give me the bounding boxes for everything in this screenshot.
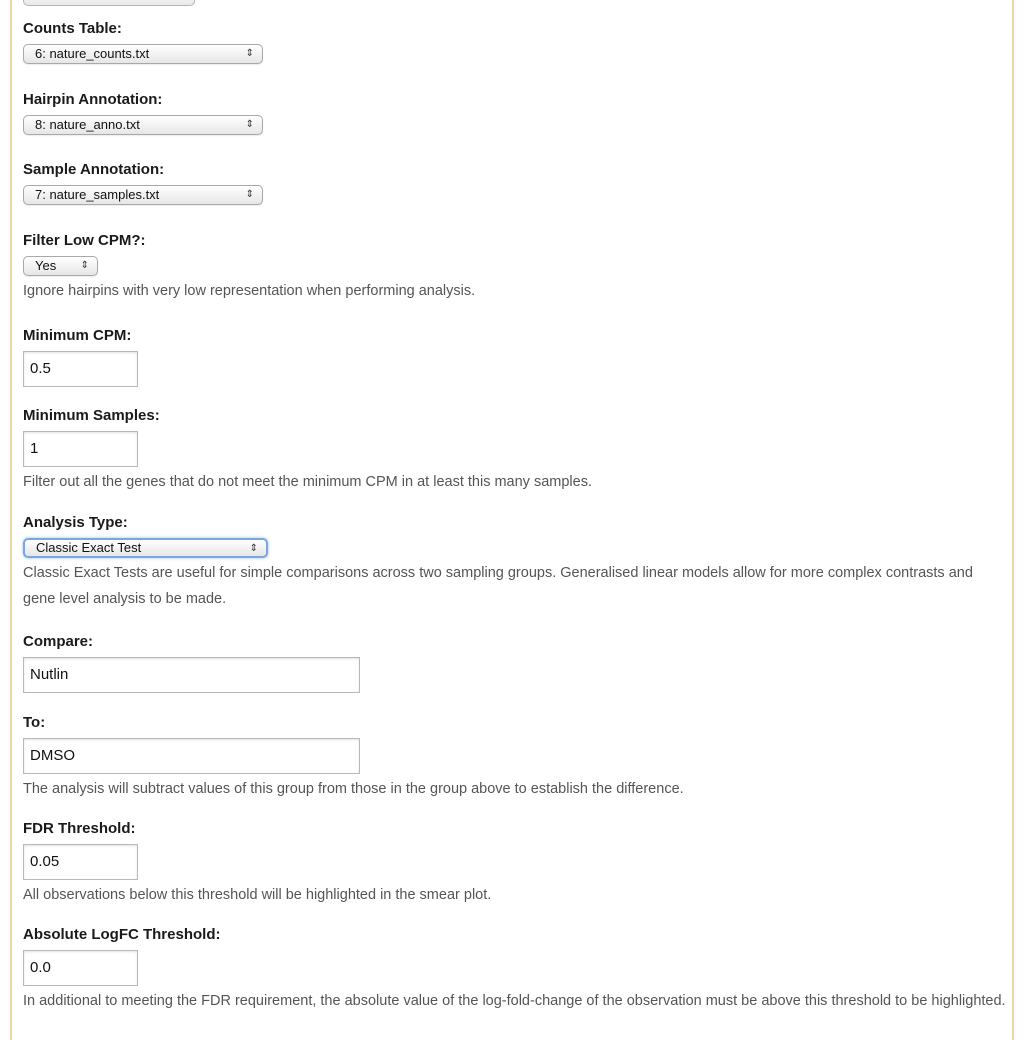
updown-arrow-icon: ⇕ xyxy=(245,189,254,200)
compare-input[interactable]: Nutlin xyxy=(23,657,360,693)
sample-annotation-select[interactable] xyxy=(23,185,263,205)
analysis-type-selected: Classic Exact Test xyxy=(36,540,142,555)
to-help: The analysis will subtract values of this group from those in the group above to establish the difference. xyxy=(23,781,684,797)
filter-low-cpm-select[interactable] xyxy=(23,256,98,276)
updown-arrow-icon: ⇕ xyxy=(245,48,254,59)
counts-table-field xyxy=(23,20,263,64)
counts-table-select[interactable] xyxy=(23,44,263,64)
hairpin-annotation-label: Hairpin Annotation: xyxy=(23,91,163,108)
compare-label: Compare: xyxy=(23,633,94,650)
to-label: To: xyxy=(23,714,46,731)
minimum-cpm-field xyxy=(23,327,138,387)
fdr-threshold-input[interactable]: 0.05 xyxy=(23,844,138,880)
filter-low-cpm-help: Ignore hairpins with very low representation when performing analysis. xyxy=(23,283,476,299)
to-input[interactable]: DMSO xyxy=(23,738,360,774)
filter-low-cpm-selected: Yes xyxy=(35,258,57,273)
previous-field-select[interactable] xyxy=(23,0,195,6)
minimum-samples-input[interactable]: 1 xyxy=(23,431,138,467)
filter-low-cpm-label: Filter Low CPM?: xyxy=(23,232,146,249)
minimum-samples-help: Filter out all the genes that do not meet the minimum CPM in at least this many samples. xyxy=(23,474,592,490)
hairpin-annotation-field xyxy=(23,91,263,135)
fdr-threshold-field xyxy=(23,820,491,908)
minimum-cpm-label: Minimum CPM: xyxy=(23,327,132,344)
sample-annotation-label: Sample Annotation: xyxy=(23,161,165,178)
hairpin-annotation-selected: 8: nature_anno.txt xyxy=(35,117,140,132)
updown-arrow-icon: ⇕ xyxy=(245,119,254,130)
abs-logfc-threshold-field xyxy=(23,926,1008,1014)
hairpin-annotation-select[interactable] xyxy=(23,115,263,135)
abs-logfc-threshold-help: In additional to meeting the FDR requirement, the absolute value of the log-fold-change of the observation must be above this threshold to be highlighted. xyxy=(23,993,1006,1009)
filter-low-cpm-field xyxy=(23,232,475,304)
analysis-type-field xyxy=(23,514,1008,612)
abs-logfc-threshold-label: Absolute LogFC Threshold: xyxy=(23,926,221,943)
fdr-threshold-help: All observations below this threshold will be highlighted in the smear plot. xyxy=(23,887,492,903)
counts-table-label: Counts Table: xyxy=(23,20,122,37)
sample-annotation-field xyxy=(23,161,263,205)
updown-arrow-icon: ⇕ xyxy=(80,260,89,271)
fdr-threshold-label: FDR Threshold: xyxy=(23,820,136,837)
sample-annotation-selected: 7: nature_samples.txt xyxy=(35,187,160,202)
minimum-samples-field xyxy=(23,407,592,495)
analysis-type-help: Classic Exact Tests are useful for simple comparisons across two sampling groups. Generalised linear models allow for more complex contrasts and gene level analysis to be made. xyxy=(23,565,973,607)
analysis-type-select[interactable] xyxy=(23,538,268,558)
minimum-cpm-input[interactable]: 0.5 xyxy=(23,351,138,387)
minimum-samples-label: Minimum Samples: xyxy=(23,407,160,424)
updown-arrow-icon: ⇕ xyxy=(249,543,258,554)
compare-field xyxy=(23,633,360,693)
to-field xyxy=(23,714,684,802)
analysis-type-label: Analysis Type: xyxy=(23,514,128,531)
counts-table-selected: 6: nature_counts.txt xyxy=(35,46,150,61)
abs-logfc-threshold-input[interactable]: 0.0 xyxy=(23,950,138,986)
